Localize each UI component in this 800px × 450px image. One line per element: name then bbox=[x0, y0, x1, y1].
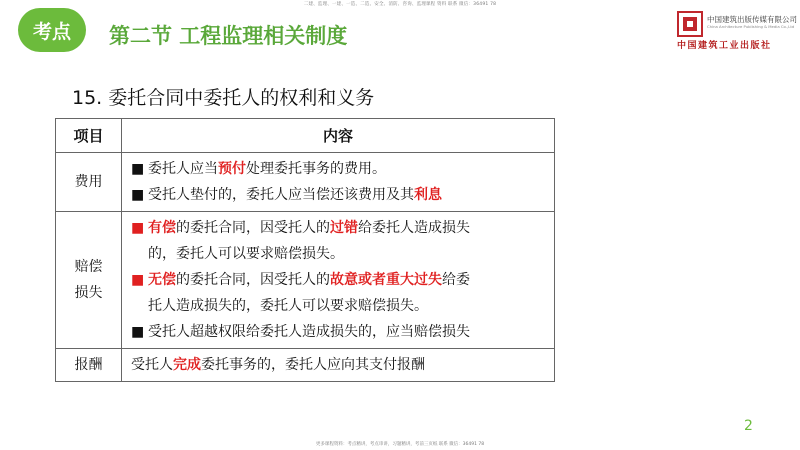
content-line bbox=[131, 156, 544, 182]
content-line bbox=[131, 182, 544, 208]
table-header-row bbox=[56, 119, 555, 153]
topic-badge: 考点 bbox=[18, 8, 86, 52]
content-line bbox=[131, 293, 544, 319]
table-row bbox=[56, 153, 555, 212]
content-text: 受托人垫付的，委托人应当偿还该费用及其 bbox=[148, 187, 414, 203]
bullet-icon: ■ bbox=[131, 324, 145, 340]
content-line bbox=[131, 241, 544, 267]
content-text: 受托人 bbox=[131, 357, 173, 373]
content-text: 托人造成损失的，委托人可以要求赔偿损失。 bbox=[148, 298, 428, 314]
emphasis-text: 利息 bbox=[414, 187, 442, 203]
content-text: 委托人应当 bbox=[148, 161, 218, 177]
content-text: 的委托合同，因受托人的 bbox=[176, 272, 330, 288]
publisher-logo bbox=[677, 11, 797, 51]
bullet-icon: ■ bbox=[131, 220, 145, 236]
emphasis-text: 故意或者重大过失 bbox=[330, 272, 442, 288]
content-text: 给委托人造成损失 bbox=[358, 220, 470, 236]
row-label: 报酬 bbox=[56, 349, 122, 382]
table-row bbox=[56, 212, 555, 349]
emphasis-text: 完成 bbox=[173, 357, 201, 373]
emphasis-text: 过错 bbox=[330, 220, 358, 236]
content-line bbox=[131, 319, 544, 345]
bullet-icon: ■ bbox=[131, 272, 145, 288]
content-text: 给委 bbox=[442, 272, 470, 288]
table-body bbox=[56, 153, 555, 382]
content-line bbox=[131, 267, 544, 293]
table-header-content: 内容 bbox=[122, 119, 555, 153]
publisher-name: 中国建筑出版传媒有限公司 bbox=[707, 15, 797, 24]
publisher-logo-icon bbox=[677, 11, 703, 37]
bullet-icon: ■ bbox=[131, 187, 145, 203]
row-label: 赔偿 损失 bbox=[56, 212, 122, 349]
row-content bbox=[122, 153, 555, 212]
content-text: 受托人超越权限给委托人造成损失的，应当赔偿损失 bbox=[148, 324, 470, 340]
section-title: 第二节 工程监理相关制度 bbox=[109, 24, 348, 48]
row-content bbox=[122, 349, 555, 382]
emphasis-text: 预付 bbox=[218, 161, 246, 177]
bullet-icon: ■ bbox=[131, 161, 145, 177]
content-text: 的，委托人可以要求赔偿损失。 bbox=[148, 246, 344, 262]
content-text: 委托事务的，委托人应向其支付报酬 bbox=[201, 357, 425, 373]
emphasis-text: 有偿 bbox=[148, 220, 176, 236]
emphasis-text: 无偿 bbox=[148, 272, 176, 288]
table-header-item: 项目 bbox=[56, 119, 122, 153]
content-text: 的委托合同，因受托人的 bbox=[176, 220, 330, 236]
page-number: 2 bbox=[744, 418, 753, 434]
content-line bbox=[131, 215, 544, 241]
bottom-notice: 更多课程资料：考点精讲，考点串讲，习题精讲，考前三页纸 联系 微信：36491 78 bbox=[315, 442, 485, 447]
row-content bbox=[122, 212, 555, 349]
publisher-script-name: 中国建筑工业出版社 bbox=[677, 41, 772, 51]
rights-obligations-table bbox=[55, 118, 555, 382]
top-notice: 二建、监理、一建、一造、二造、安全、消防、咨询、监理课程 资料 联系 微信：36491 78 bbox=[303, 2, 497, 7]
table-row bbox=[56, 349, 555, 382]
page-heading: 15. 委托合同中委托人的权利和义务 bbox=[72, 87, 375, 109]
content-line bbox=[131, 352, 544, 378]
row-label: 费用 bbox=[56, 153, 122, 212]
content-text: 处理委托事务的费用。 bbox=[246, 161, 386, 177]
publisher-name-en: China Architecture Publishing & Media Co.,Ltd bbox=[707, 24, 795, 29]
